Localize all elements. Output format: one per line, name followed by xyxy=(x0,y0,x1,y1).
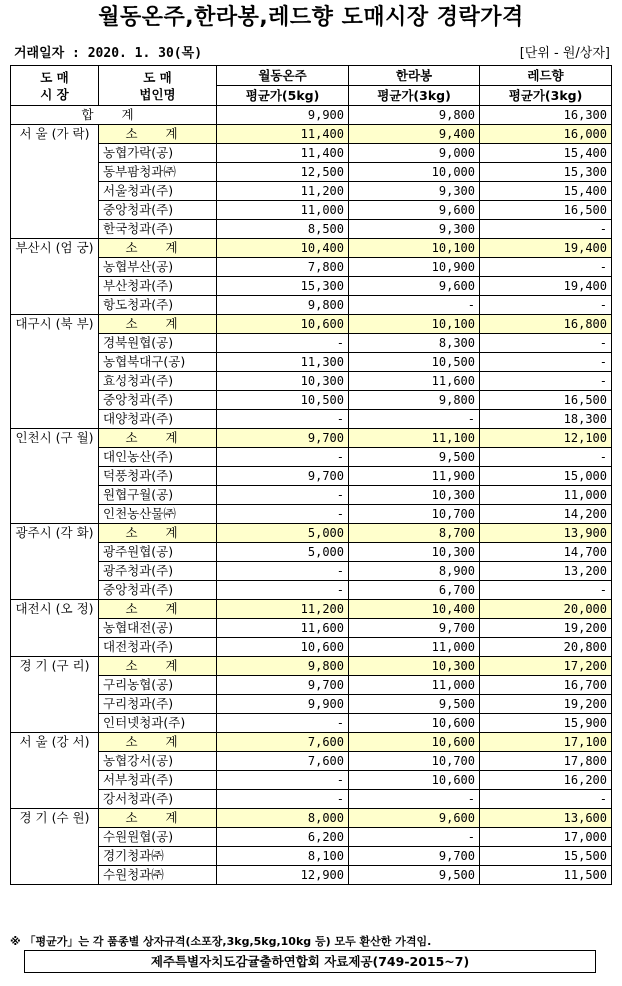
subtotal-label: 소 계 xyxy=(99,809,217,828)
price-value: - xyxy=(217,790,349,809)
subtotal-value: 16,800 xyxy=(480,315,612,334)
table-row xyxy=(11,201,612,220)
price-value: - xyxy=(480,581,612,600)
subtotal-row xyxy=(11,733,612,752)
region-name: 대구시 (북 부) xyxy=(11,315,99,429)
price-value: 20,800 xyxy=(480,638,612,657)
subtotal-value: 10,400 xyxy=(217,239,349,258)
price-value: 11,000 xyxy=(217,201,349,220)
unit-label: [단위 - 원/상자] xyxy=(519,46,610,61)
header-product: 한라봉 xyxy=(349,66,480,86)
table-row xyxy=(11,752,612,771)
price-value: 11,000 xyxy=(349,638,480,657)
subtotal-label: 소 계 xyxy=(99,524,217,543)
header-avg: 평균가(3kg) xyxy=(349,86,480,106)
price-value: - xyxy=(217,562,349,581)
table-row xyxy=(11,258,612,277)
subtotal-value: 11,100 xyxy=(349,429,480,448)
subtotal-value: 7,600 xyxy=(217,733,349,752)
company-name: 중앙청과(주) xyxy=(99,201,217,220)
price-value: - xyxy=(217,714,349,733)
table-row xyxy=(11,581,612,600)
company-name: 중앙청과(주) xyxy=(99,581,217,600)
price-value: 11,600 xyxy=(349,372,480,391)
price-value: 11,000 xyxy=(349,676,480,695)
price-value: 15,900 xyxy=(480,714,612,733)
price-value: - xyxy=(217,448,349,467)
subtotal-value: 12,100 xyxy=(480,429,612,448)
price-value: - xyxy=(217,581,349,600)
company-name: 서부청과(주) xyxy=(99,771,217,790)
source-credit: 제주특별자치도감귤출하연합회 자료제공(749-2015~7) xyxy=(24,950,596,973)
subtotal-row xyxy=(11,600,612,619)
table-row xyxy=(11,448,612,467)
subtotal-value: 8,000 xyxy=(217,809,349,828)
subtotal-value: 10,100 xyxy=(349,315,480,334)
subtotal-label: 소 계 xyxy=(99,315,217,334)
price-value: 19,200 xyxy=(480,619,612,638)
price-value: 10,000 xyxy=(349,163,480,182)
trade-date: 거래일자 : 2020. 1. 30(목) xyxy=(14,46,203,61)
subtotal-value: 5,000 xyxy=(217,524,349,543)
header-company xyxy=(99,66,217,106)
price-value: 5,000 xyxy=(217,543,349,562)
company-name: 농협강서(공) xyxy=(99,752,217,771)
table-row xyxy=(11,714,612,733)
table-row xyxy=(11,163,612,182)
subtotal-label: 소 계 xyxy=(99,733,217,752)
table-row xyxy=(11,638,612,657)
price-value: 11,600 xyxy=(217,619,349,638)
table-row xyxy=(11,866,612,885)
price-value: 10,500 xyxy=(217,391,349,410)
price-value: 11,500 xyxy=(480,866,612,885)
company-name: 부산청과(주) xyxy=(99,277,217,296)
price-value: - xyxy=(217,771,349,790)
price-value: 17,800 xyxy=(480,752,612,771)
subtotal-value: 20,000 xyxy=(480,600,612,619)
subtotal-label: 소 계 xyxy=(99,657,217,676)
company-name: 농협북대구(공) xyxy=(99,353,217,372)
table-row xyxy=(11,353,612,372)
subtotal-value: 11,400 xyxy=(217,125,349,144)
company-name: 대양청과(주) xyxy=(99,410,217,429)
subtotal-label: 소 계 xyxy=(99,125,217,144)
region-name: 인천시 (구 월) xyxy=(11,429,99,524)
subtotal-row xyxy=(11,809,612,828)
price-value: 11,200 xyxy=(217,182,349,201)
header-avg: 평균가(3kg) xyxy=(480,86,612,106)
subtotal-value: 9,700 xyxy=(217,429,349,448)
price-value: 9,500 xyxy=(349,695,480,714)
price-value: 17,000 xyxy=(480,828,612,847)
price-value: 8,300 xyxy=(349,334,480,353)
price-value: - xyxy=(480,334,612,353)
table-row xyxy=(11,619,612,638)
price-value: 10,600 xyxy=(349,771,480,790)
subtotal-value: 11,200 xyxy=(217,600,349,619)
subtotal-value: 13,900 xyxy=(480,524,612,543)
price-value: 6,200 xyxy=(217,828,349,847)
price-value: 11,000 xyxy=(480,486,612,505)
price-value: - xyxy=(349,296,480,315)
total-value: 9,900 xyxy=(217,106,349,125)
price-value: - xyxy=(480,372,612,391)
region-name: 경 기 (구 리) xyxy=(11,657,99,733)
subtotal-value: 9,400 xyxy=(349,125,480,144)
price-value: 15,300 xyxy=(480,163,612,182)
region-name: 부산시 (엄 궁) xyxy=(11,239,99,315)
table-row xyxy=(11,220,612,239)
price-value: 10,600 xyxy=(217,638,349,657)
total-label: 합 계 xyxy=(11,106,217,125)
table-row xyxy=(11,334,612,353)
subtotal-label: 소 계 xyxy=(99,429,217,448)
table-row xyxy=(11,676,612,695)
price-value: - xyxy=(217,486,349,505)
price-value: 9,800 xyxy=(349,391,480,410)
page-title: 월동온주,한라봉,레드향 도매시장 경락가격 xyxy=(98,5,524,30)
price-value: - xyxy=(349,828,480,847)
price-value: 10,900 xyxy=(349,258,480,277)
price-value: 19,400 xyxy=(480,277,612,296)
company-name: 대전청과(주) xyxy=(99,638,217,657)
subtotal-value: 19,400 xyxy=(480,239,612,258)
price-value: - xyxy=(217,505,349,524)
table-row xyxy=(11,790,612,809)
price-value: 19,200 xyxy=(480,695,612,714)
price-value: 11,300 xyxy=(217,353,349,372)
price-value: 9,500 xyxy=(349,866,480,885)
price-value: 15,300 xyxy=(217,277,349,296)
region-name: 대전시 (오 정) xyxy=(11,600,99,657)
price-value: 9,900 xyxy=(217,695,349,714)
price-value: 10,300 xyxy=(349,543,480,562)
table-row xyxy=(11,543,612,562)
company-name: 농협가락(공) xyxy=(99,144,217,163)
subtotal-row xyxy=(11,657,612,676)
subtotal-value: 10,600 xyxy=(217,315,349,334)
price-value: 7,800 xyxy=(217,258,349,277)
region-name: 광주시 (각 화) xyxy=(11,524,99,600)
table-row xyxy=(11,296,612,315)
company-name: 경북원협(공) xyxy=(99,334,217,353)
price-table xyxy=(10,65,612,885)
region-name: 경 기 (수 원) xyxy=(11,809,99,885)
price-value: - xyxy=(349,790,480,809)
table-row xyxy=(11,277,612,296)
table-row xyxy=(11,391,612,410)
total-value: 9,800 xyxy=(349,106,480,125)
price-value: - xyxy=(480,790,612,809)
company-name: 항도청과(주) xyxy=(99,296,217,315)
price-value: - xyxy=(217,334,349,353)
price-value: 8,500 xyxy=(217,220,349,239)
price-value: 8,100 xyxy=(217,847,349,866)
table-row xyxy=(11,847,612,866)
company-name: 구리농협(공) xyxy=(99,676,217,695)
subtotal-value: 13,600 xyxy=(480,809,612,828)
company-name: 광주원협(공) xyxy=(99,543,217,562)
price-value: 14,200 xyxy=(480,505,612,524)
header-company-label: 도 매 법인명 xyxy=(139,69,176,102)
company-name: 수원청과㈜ xyxy=(99,866,217,885)
price-value: 12,900 xyxy=(217,866,349,885)
company-name: 덕풍청과(주) xyxy=(99,467,217,486)
subtotal-value: 9,600 xyxy=(349,809,480,828)
table-row xyxy=(11,562,612,581)
company-name: 농협부산(공) xyxy=(99,258,217,277)
total-row xyxy=(11,106,612,125)
company-name: 강서청과(주) xyxy=(99,790,217,809)
subtotal-row xyxy=(11,429,612,448)
subtotal-value: 10,600 xyxy=(349,733,480,752)
subtotal-value: 17,200 xyxy=(480,657,612,676)
price-value: 15,400 xyxy=(480,182,612,201)
region-name: 서 울 (강 서) xyxy=(11,733,99,809)
header-avg: 평균가(5kg) xyxy=(217,86,349,106)
price-value: 12,500 xyxy=(217,163,349,182)
price-value: 13,200 xyxy=(480,562,612,581)
price-value: 9,700 xyxy=(349,847,480,866)
price-value: 6,700 xyxy=(349,581,480,600)
subtotal-value: 17,100 xyxy=(480,733,612,752)
table-row xyxy=(11,467,612,486)
company-name: 인천농산물㈜ xyxy=(99,505,217,524)
footnote: ※ 「평균가」는 각 품종별 상자규격(소포장,3kg,5kg,10kg 등) 모두 환산한 가격임. xyxy=(10,935,432,948)
price-value: 10,700 xyxy=(349,752,480,771)
subtotal-label: 소 계 xyxy=(99,600,217,619)
subtotal-value: 16,000 xyxy=(480,125,612,144)
company-name: 원협구월(공) xyxy=(99,486,217,505)
price-value: 9,600 xyxy=(349,201,480,220)
header-market-label: 도 매 시 장 xyxy=(40,69,69,102)
price-value: 9,700 xyxy=(217,676,349,695)
price-value: 10,600 xyxy=(349,714,480,733)
subtotal-value: 10,100 xyxy=(349,239,480,258)
price-value: 11,900 xyxy=(349,467,480,486)
table-row xyxy=(11,410,612,429)
subtotal-row xyxy=(11,125,612,144)
price-value: 8,900 xyxy=(349,562,480,581)
price-value: 9,300 xyxy=(349,182,480,201)
subtotal-row xyxy=(11,524,612,543)
price-value: 16,700 xyxy=(480,676,612,695)
price-value: 9,300 xyxy=(349,220,480,239)
price-value: 14,700 xyxy=(480,543,612,562)
price-value: 7,600 xyxy=(217,752,349,771)
price-value: - xyxy=(480,353,612,372)
price-value: 9,000 xyxy=(349,144,480,163)
price-value: 10,300 xyxy=(217,372,349,391)
header-product: 월동온주 xyxy=(217,66,349,86)
company-name: 대인농산(주) xyxy=(99,448,217,467)
subtotal-value: 10,400 xyxy=(349,600,480,619)
price-value: - xyxy=(480,448,612,467)
price-value: 10,500 xyxy=(349,353,480,372)
price-value: 16,500 xyxy=(480,391,612,410)
table-row xyxy=(11,372,612,391)
subtotal-row xyxy=(11,239,612,258)
subtotal-row xyxy=(11,315,612,334)
price-value: 9,600 xyxy=(349,277,480,296)
subtotal-value: 9,800 xyxy=(217,657,349,676)
company-name: 경기청과㈜ xyxy=(99,847,217,866)
price-value: 15,000 xyxy=(480,467,612,486)
company-name: 서울청과(주) xyxy=(99,182,217,201)
region-name: 서 울 (가 락) xyxy=(11,125,99,239)
table-row xyxy=(11,828,612,847)
table-row xyxy=(11,182,612,201)
price-value: 18,300 xyxy=(480,410,612,429)
header-product: 레드향 xyxy=(480,66,612,86)
subtotal-value: 10,300 xyxy=(349,657,480,676)
company-name: 구리청과(주) xyxy=(99,695,217,714)
price-value: - xyxy=(480,258,612,277)
company-name: 동부팜청과㈜ xyxy=(99,163,217,182)
company-name: 중앙청과(주) xyxy=(99,391,217,410)
price-value: 10,300 xyxy=(349,486,480,505)
company-name: 한국청과(주) xyxy=(99,220,217,239)
company-name: 인터넷청과(주) xyxy=(99,714,217,733)
price-value: 9,700 xyxy=(217,467,349,486)
table-row xyxy=(11,695,612,714)
table-row xyxy=(11,486,612,505)
header-market xyxy=(11,66,99,106)
price-value: - xyxy=(480,220,612,239)
total-value: 16,300 xyxy=(480,106,612,125)
price-value: - xyxy=(349,410,480,429)
price-value: 15,500 xyxy=(480,847,612,866)
price-value: 15,400 xyxy=(480,144,612,163)
price-value: 9,800 xyxy=(217,296,349,315)
company-name: 농협대전(공) xyxy=(99,619,217,638)
company-name: 효성청과(주) xyxy=(99,372,217,391)
price-value: 9,500 xyxy=(349,448,480,467)
table-row xyxy=(11,144,612,163)
price-value: 11,400 xyxy=(217,144,349,163)
table-row xyxy=(11,771,612,790)
table-row xyxy=(11,505,612,524)
subtotal-label: 소 계 xyxy=(99,239,217,258)
price-value: 10,700 xyxy=(349,505,480,524)
price-value: - xyxy=(480,296,612,315)
price-value: 9,700 xyxy=(349,619,480,638)
price-value: - xyxy=(217,410,349,429)
company-name: 수원원협(공) xyxy=(99,828,217,847)
price-value: 16,200 xyxy=(480,771,612,790)
subtotal-value: 8,700 xyxy=(349,524,480,543)
price-value: 16,500 xyxy=(480,201,612,220)
company-name: 광주청과(주) xyxy=(99,562,217,581)
